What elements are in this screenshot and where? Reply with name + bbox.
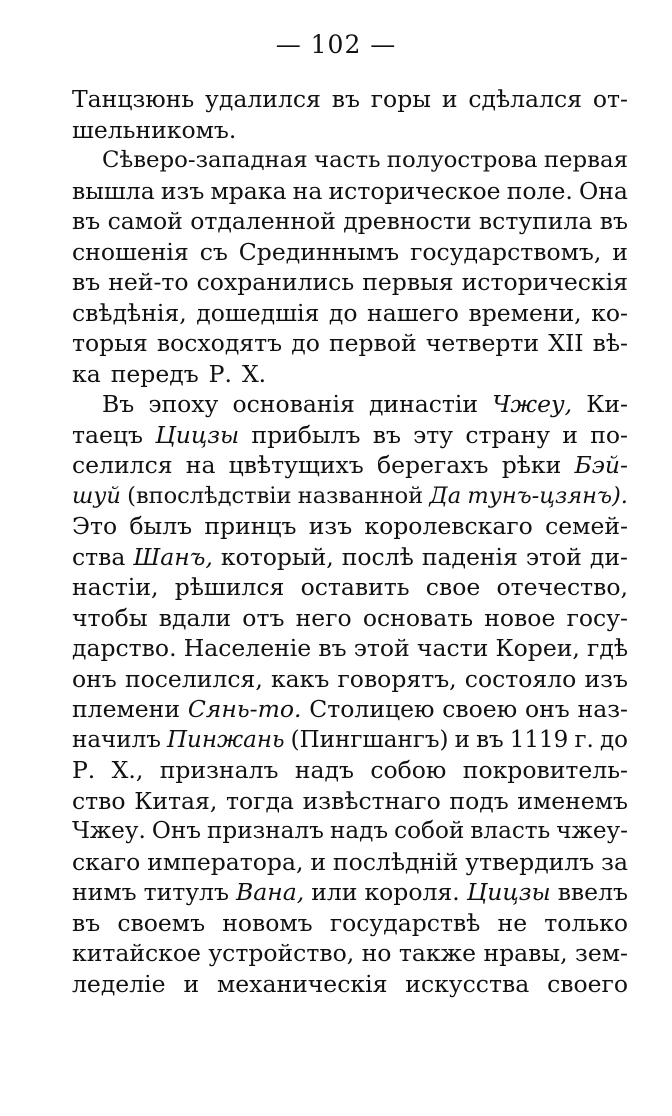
word: утвердилъ [465,847,595,876]
text-line [72,969,628,1000]
word: который, [220,542,334,571]
word: дарство. [72,634,177,662]
text-line [72,938,628,969]
word: новомъ [222,908,313,937]
word: скаго [72,847,141,876]
word: оставить [300,573,410,601]
word: изъ [160,176,205,205]
word: королевскаго [364,512,533,540]
word: въ [331,85,360,113]
word: въ [72,207,101,235]
word: Чжеу, [492,390,573,418]
word: Х., [111,756,144,784]
word: надъ [329,818,389,844]
word: сохранились [196,268,355,296]
word: и [310,847,327,876]
word: цвѣтущихъ [228,451,364,479]
word: Х. [241,359,267,388]
text-line [72,481,628,512]
word: до [599,726,628,753]
word: г. [574,726,594,753]
word: Цицзы [466,878,551,906]
word: собой [394,818,465,844]
word: собою [370,756,447,784]
text-line [72,328,628,359]
word: Китая, [134,786,218,815]
text-line [72,389,628,420]
word: ди- [589,542,628,571]
word: говорятъ, [337,664,457,693]
text-line [72,206,628,237]
word: механическія [217,969,388,998]
word: паденія [421,542,518,571]
word: мрака [210,176,287,205]
word: Бэй- [574,451,628,479]
word: шуй [72,482,121,509]
word: селился [72,451,173,479]
word: рѣки [501,451,562,479]
word: таецъ [72,420,143,449]
word: горы [370,85,431,113]
word: императора, [147,847,304,876]
word: от- [592,85,628,113]
word: вѣ- [592,329,628,357]
word: времени, [468,298,582,327]
word: послѣдній [332,847,459,876]
text-line [72,847,628,878]
word: короля. [364,878,460,906]
text-line [72,633,628,664]
word: часть [313,147,381,173]
word: государствѣ [329,908,481,937]
word: Она [578,176,628,205]
word: и [612,237,628,266]
word: Цицзы [155,420,240,449]
word: въ [72,908,101,937]
word: Столицею [309,695,435,723]
word: Онъ [151,818,201,844]
word: эпоху [148,390,219,418]
word: чжеу- [556,818,628,844]
word: зем- [575,939,628,967]
word: Срединнымъ [238,237,400,266]
word: Это [72,512,118,540]
word: вступила [478,207,593,235]
text-line [72,511,628,542]
text-line [72,725,628,756]
word: страну [465,420,551,449]
body-text [72,84,628,999]
word: Шанъ, [133,542,213,571]
word: но [361,939,392,967]
word: тогда [226,786,294,815]
word: въ [318,634,347,662]
text-line [72,603,628,634]
text-line [72,420,628,451]
word: только [544,908,628,937]
word: сдѣлался [468,85,582,113]
word: (впослѣдствіи [127,482,292,509]
word: XII [548,329,584,357]
word: Чжеу. [72,818,146,844]
word: вышла [72,176,155,205]
word: ка [72,359,101,388]
word: свое [425,573,481,601]
word: своею [442,695,518,723]
word: поле. [506,176,573,205]
word: шельникомъ. [72,115,237,144]
word: ко- [591,298,628,327]
word: призналъ [159,756,279,784]
word: въ [72,268,101,296]
word: въ [599,207,628,235]
word: или [311,878,358,906]
word: устройство, [208,939,355,967]
word: подъ [449,786,509,815]
word: надъ [294,756,354,784]
word: нимъ [72,878,137,906]
word: госу- [566,603,628,632]
word: ввелъ [557,878,628,906]
text-line [72,115,628,146]
text-line [72,237,628,268]
word: торыя [72,329,148,357]
text-line [72,84,628,115]
word: изъ [308,512,353,540]
word: поселился, [124,664,263,693]
word: какъ [270,664,330,693]
word: онъ [72,664,117,693]
word: этой [525,542,582,571]
word: искусства [405,969,530,998]
word: и [183,969,200,998]
text-line [72,359,628,390]
word: съ [199,237,228,266]
text-line [72,298,628,329]
word: Вана, [235,878,305,906]
word: основанія [232,390,355,418]
word: Ки- [586,390,628,418]
word: Сянь-то. [187,695,302,723]
word: (Пингшангъ) [290,726,449,753]
word: Населеніе [183,634,312,662]
word: своемъ [117,908,206,937]
word: первая [543,147,628,173]
text-line [72,176,628,207]
word: ства [72,542,126,571]
word: прибылъ [251,420,361,449]
word: вдали [158,603,232,632]
word: и [441,85,458,113]
word: изъ [584,664,628,693]
word: берегахъ [376,451,489,479]
word: эту [413,420,454,449]
word: рѣшился [174,573,285,601]
text-line [72,664,628,695]
word: именемъ [517,786,628,815]
word: Да [429,482,462,509]
word: чтобы [72,603,148,632]
word: семей- [545,512,628,540]
word: удалился [205,85,321,113]
word: свѣдѣнія, [72,298,187,327]
text-line [72,816,628,847]
page-number: — 102 — [275,30,397,59]
word: китайское [72,939,201,967]
text-line [72,145,628,176]
word: ней-то [108,268,189,296]
word: новое [484,603,556,632]
word: въ [372,420,401,449]
word: племени [72,695,181,723]
word: начилъ [72,726,161,753]
text-line [72,908,628,939]
word: принцъ [204,512,297,540]
word: основать [362,603,474,632]
word: наз- [577,695,628,723]
word: послѣ [341,542,414,571]
word: Р. [208,359,232,388]
word: Въ [102,390,135,418]
word: Кореи, [495,634,580,662]
word: состояло [464,664,577,693]
word: на [292,176,323,205]
word: за [601,847,628,876]
word: и [562,420,578,449]
word: историческое [328,176,501,205]
word: сношенія [72,237,189,266]
word: историческія [461,268,628,296]
word: покровитель- [462,756,628,784]
word: Пинжань [166,726,285,753]
word: гдѣ [587,634,628,662]
word: него [295,603,352,632]
word: 1119 [509,726,569,753]
word: древности [343,207,472,235]
word: своего [547,969,628,998]
text-line [72,694,628,725]
word: государствомъ, [410,237,602,266]
word: ство [72,786,126,815]
word: по- [590,420,628,449]
word: настіи, [72,573,159,601]
text-line [72,786,628,817]
word: четверти [425,329,540,357]
word: власть [470,818,551,844]
word: и [454,726,470,753]
word: этой [353,634,410,662]
word: названной [297,482,424,509]
text-line [72,267,628,298]
word: тунъ-цзянъ). [467,482,628,509]
word: нравы, [483,939,568,967]
word: онъ [524,695,570,723]
word: отдаленной [190,207,336,235]
text-line [72,572,628,603]
word: нашего [367,298,459,327]
word: династіи [368,390,479,418]
text-line [72,877,628,908]
word: леделіе [72,969,166,998]
text-line [72,542,628,573]
word: не [497,908,528,937]
word: извѣстнаго [302,786,441,815]
word: призналъ [207,818,324,844]
word: восходятъ [156,329,283,357]
text-line [72,450,628,481]
word: Р. [72,756,96,784]
word: полуострова [386,147,538,173]
word: въ [476,726,504,753]
word: былъ [129,512,193,540]
word: первой [328,329,417,357]
word: самой [107,207,183,235]
word: также [398,939,477,967]
word: части [416,634,489,662]
word: до [291,329,320,357]
text-line [72,755,628,786]
word: Танцзюнь [72,85,195,113]
word: титулъ [143,878,229,906]
word: отъ [242,603,285,632]
word: отечество, [496,573,628,601]
word: на [185,451,216,479]
word: Сѣверо-западная [102,147,308,173]
word: передъ [110,359,199,388]
word: до [328,298,358,327]
word: дошедшія [196,298,320,327]
word: первыя [362,268,454,296]
